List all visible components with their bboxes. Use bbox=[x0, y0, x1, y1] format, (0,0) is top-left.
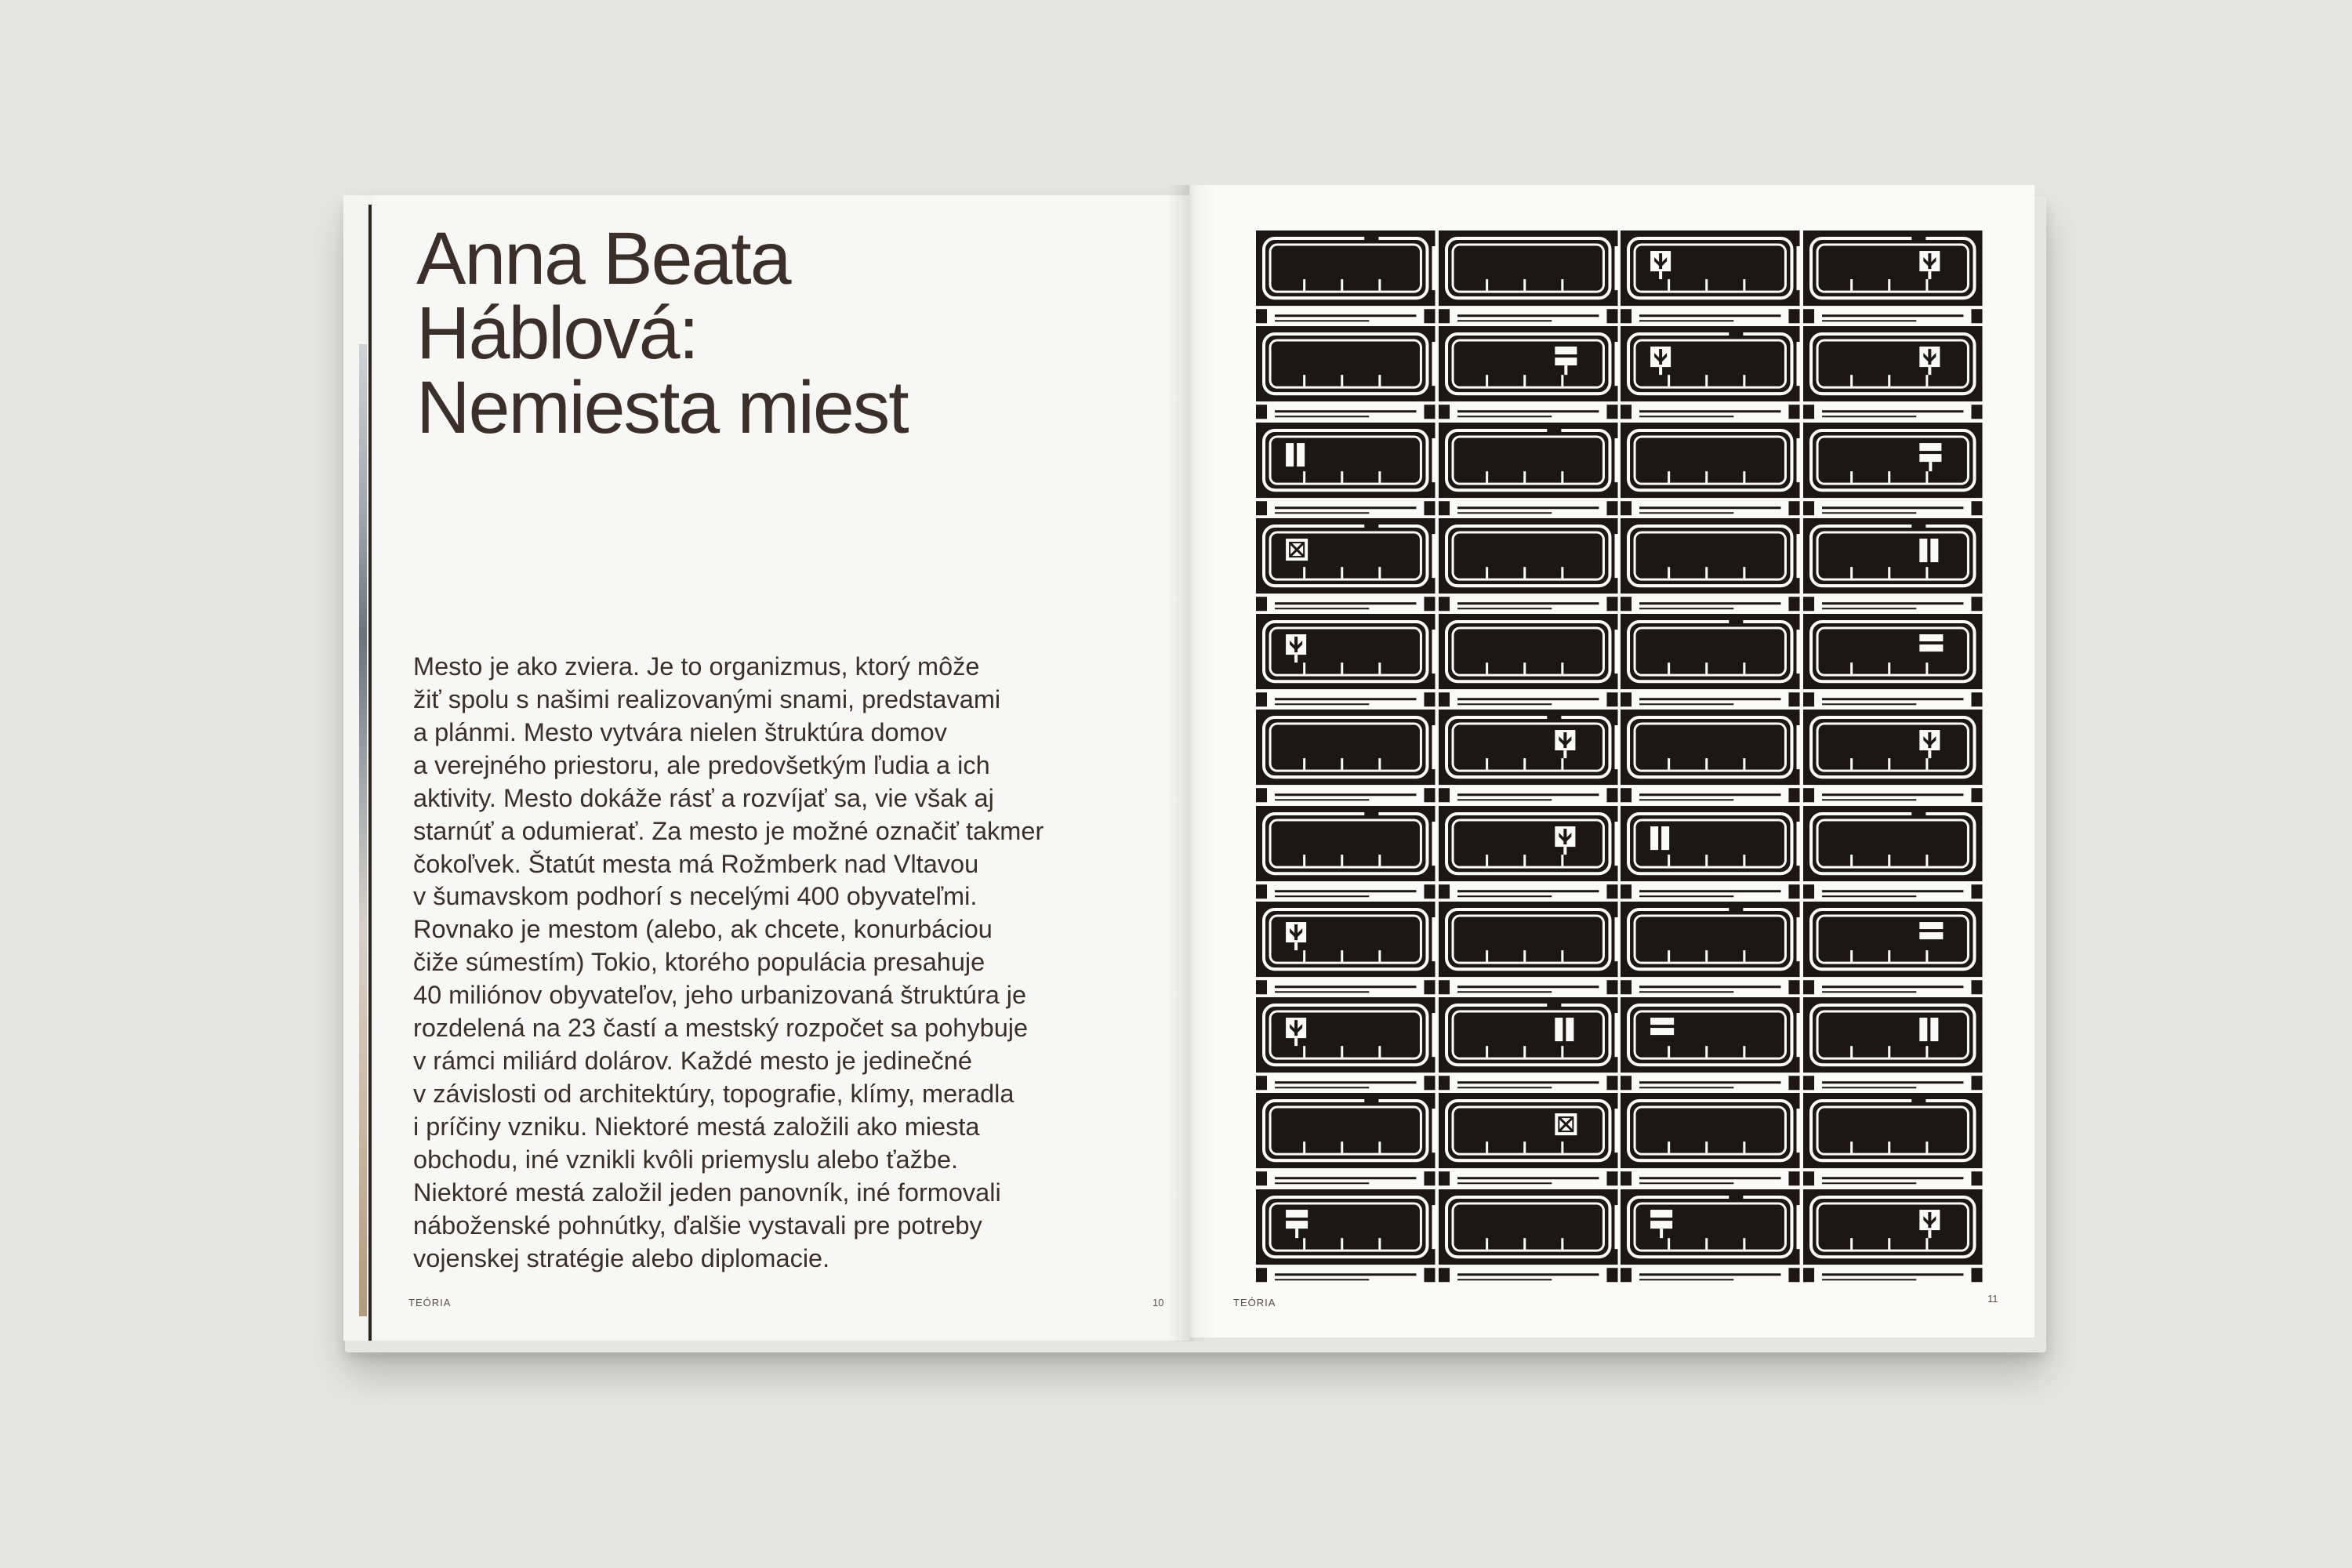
facade-module bbox=[1437, 518, 1620, 614]
module-block bbox=[1439, 230, 1617, 306]
facade-module bbox=[1254, 1189, 1437, 1285]
facade-module bbox=[1802, 710, 1984, 805]
module-block bbox=[1803, 518, 1982, 593]
page-number: 11 bbox=[1987, 1293, 1998, 1305]
body-line: v šumavskom podhorí s necelými 400 obyvateľmi. bbox=[413, 882, 978, 911]
facade-module bbox=[1619, 997, 1802, 1093]
module-block bbox=[1803, 230, 1982, 306]
facade-module bbox=[1437, 1189, 1620, 1285]
body-line: 40 miliónov obyvateľov, jeho urbanizovaná štruktúra je bbox=[413, 981, 1027, 1010]
module-block bbox=[1439, 326, 1617, 401]
body-line: aktivity. Mesto dokáže rásť a rozvíjať sa, vie však aj bbox=[413, 783, 994, 812]
body-line: náboženské pohnútky, ďalšie vystavali pre potreby bbox=[413, 1210, 982, 1240]
article-title bbox=[416, 217, 1122, 449]
title-line: Háblová: bbox=[416, 292, 698, 375]
facade-module bbox=[1254, 710, 1437, 805]
module-block bbox=[1621, 710, 1799, 785]
facade-module bbox=[1619, 614, 1802, 710]
facade-module bbox=[1254, 1093, 1437, 1189]
facade-module bbox=[1802, 902, 1984, 997]
facade-module bbox=[1254, 806, 1437, 902]
body-line: starnúť a odumierať. Za mesto je možné označiť takmer bbox=[413, 816, 1044, 845]
module-block bbox=[1803, 806, 1982, 881]
cross-icon bbox=[1555, 1114, 1577, 1136]
body-line: i príčiny vzniku. Niektoré mestá založili ako miesta bbox=[413, 1112, 980, 1141]
facade-module bbox=[1619, 518, 1802, 614]
module-block bbox=[1621, 806, 1799, 881]
facade-module bbox=[1437, 614, 1620, 710]
module-block bbox=[1621, 997, 1799, 1073]
body-line: a plánmi. Mesto vytvára nielen štruktúra domov bbox=[413, 717, 947, 746]
facade-module bbox=[1802, 1093, 1984, 1189]
body-line: žiť spolu s našimi realizovanými snami, predstavami bbox=[413, 684, 1001, 713]
module-block bbox=[1439, 1189, 1617, 1265]
facade-module bbox=[1437, 1093, 1620, 1189]
module-block bbox=[1256, 1189, 1435, 1265]
body-line: v rámci miliárd dolárov. Každé mesto je jedinečné bbox=[413, 1047, 972, 1076]
module-block bbox=[1256, 518, 1435, 593]
body-line: Niektoré mestá založil jeden panovník, iné formovali bbox=[413, 1178, 1001, 1207]
facade-module bbox=[1802, 614, 1984, 710]
facade-module bbox=[1254, 326, 1437, 422]
module-block bbox=[1256, 614, 1435, 689]
facade-module bbox=[1437, 326, 1620, 422]
facade-module bbox=[1254, 997, 1437, 1093]
module-block bbox=[1803, 423, 1982, 498]
facade-module bbox=[1437, 423, 1620, 518]
left-page-edge bbox=[343, 195, 373, 1341]
section-label: TEÓRIA bbox=[408, 1297, 452, 1308]
facade-module bbox=[1619, 326, 1802, 422]
module-block bbox=[1256, 710, 1435, 785]
module-block bbox=[1803, 902, 1982, 977]
module-block bbox=[1621, 518, 1799, 593]
section-label: TEÓRIA bbox=[1233, 1297, 1276, 1308]
facade-module bbox=[1254, 518, 1437, 614]
module-block bbox=[1256, 230, 1435, 306]
body-line: Rovnako je mestom (alebo, ak chcete, konurbáciou bbox=[413, 915, 993, 944]
facade-module bbox=[1437, 230, 1620, 326]
facade-module bbox=[1619, 423, 1802, 518]
body-line: vojenskej stratégie alebo diplomacie. bbox=[413, 1243, 830, 1272]
module-block bbox=[1256, 326, 1435, 401]
facade-illustration bbox=[1254, 230, 1984, 1285]
facade-module bbox=[1802, 1189, 1984, 1285]
module-block bbox=[1803, 997, 1982, 1073]
facade-module bbox=[1254, 230, 1437, 326]
facade-module bbox=[1437, 710, 1620, 805]
facade-module bbox=[1802, 423, 1984, 518]
module-block bbox=[1621, 1093, 1799, 1168]
module-block bbox=[1803, 1189, 1982, 1265]
article-body bbox=[413, 651, 1189, 1276]
module-block bbox=[1439, 614, 1617, 689]
module-block bbox=[1621, 1189, 1799, 1265]
edge-rule bbox=[368, 205, 372, 1341]
left-page bbox=[343, 195, 1190, 1341]
module-block bbox=[1439, 997, 1617, 1073]
facade-module bbox=[1802, 230, 1984, 326]
facade-module bbox=[1254, 902, 1437, 997]
facade-module bbox=[1619, 1189, 1802, 1285]
title-line: Nemiesta miest bbox=[416, 366, 908, 449]
module-block bbox=[1621, 614, 1799, 689]
body-line: rozdelená na 23 častí a mestský rozpočet sa pohybuje bbox=[413, 1014, 1029, 1043]
module-block bbox=[1439, 518, 1617, 593]
title-line: Anna Beata bbox=[416, 217, 790, 300]
module-block bbox=[1439, 423, 1617, 498]
module-block bbox=[1621, 326, 1799, 401]
module-block bbox=[1803, 710, 1982, 785]
module-block bbox=[1439, 806, 1617, 881]
module-block bbox=[1621, 902, 1799, 977]
facade-module bbox=[1802, 806, 1984, 902]
module-block bbox=[1256, 902, 1435, 977]
facade-module bbox=[1437, 806, 1620, 902]
facade-module bbox=[1619, 902, 1802, 997]
facade-module bbox=[1619, 710, 1802, 805]
module-block bbox=[1439, 710, 1617, 785]
facade-module bbox=[1619, 806, 1802, 902]
facade-module bbox=[1802, 326, 1984, 422]
module-block bbox=[1256, 423, 1435, 498]
body-line: obchodu, iné vznikli kvôli priemyslu alebo ťažbe. bbox=[413, 1145, 959, 1174]
module-block bbox=[1803, 326, 1982, 401]
facade-module bbox=[1802, 997, 1984, 1093]
body-line: čokoľvek. Štatút mesta má Rožmberk nad Vltavou bbox=[413, 849, 979, 878]
body-line: a verejného priestoru, ale predovšetkým ľudia a ich bbox=[413, 750, 990, 779]
module-block bbox=[1256, 997, 1435, 1073]
body-line: čiže súmestím) Tokio, ktorého populácia presahuje bbox=[413, 948, 985, 977]
facade-module bbox=[1254, 423, 1437, 518]
module-block bbox=[1439, 1093, 1617, 1168]
module-block bbox=[1803, 614, 1982, 689]
cross-icon bbox=[1286, 539, 1308, 561]
module-block bbox=[1621, 230, 1799, 306]
module-block bbox=[1256, 806, 1435, 881]
body-line: Mesto je ako zviera. Je to organizmus, ktorý môže bbox=[413, 652, 980, 681]
module-block bbox=[1256, 1093, 1435, 1168]
module-block bbox=[1803, 1093, 1982, 1168]
facade-module bbox=[1437, 902, 1620, 997]
right-page bbox=[1189, 185, 2034, 1338]
facade-module bbox=[1254, 614, 1437, 710]
edge-photo-strip bbox=[359, 344, 367, 1316]
module-block bbox=[1621, 423, 1799, 498]
facade-module bbox=[1619, 1093, 1802, 1189]
facade-module bbox=[1802, 518, 1984, 614]
body-line: v závislosti od architektúry, topografie, klímy, meradla bbox=[413, 1079, 1014, 1108]
page-number: 10 bbox=[1152, 1297, 1164, 1308]
facade-module bbox=[1437, 997, 1620, 1093]
module-block bbox=[1439, 902, 1617, 977]
facade-module bbox=[1619, 230, 1802, 326]
